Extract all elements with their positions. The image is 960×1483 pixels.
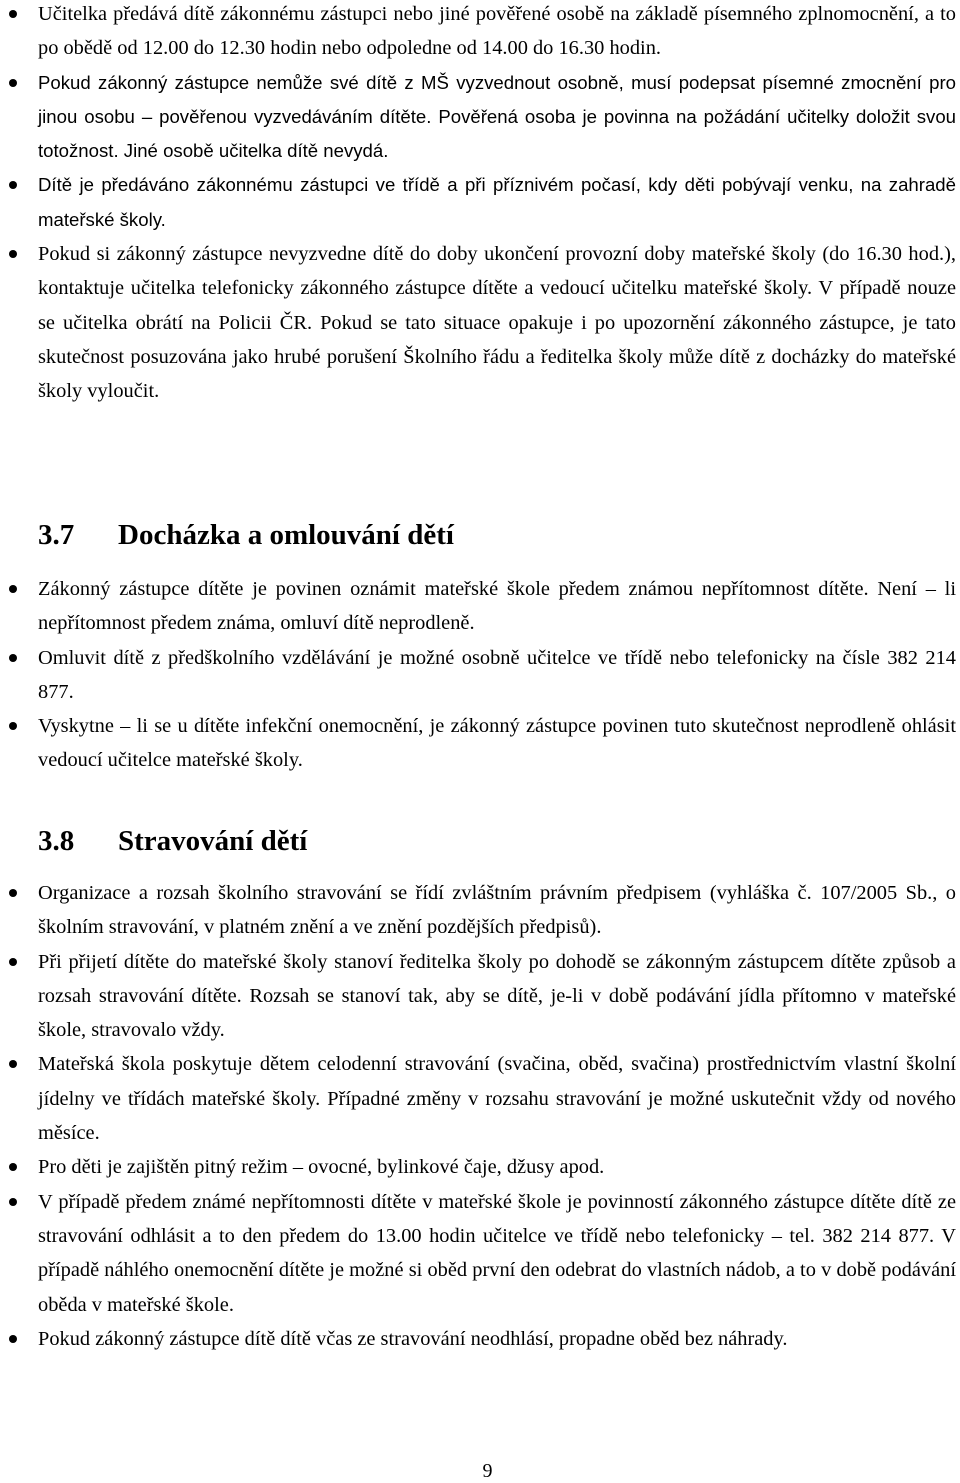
list-item: Pokud zákonný zástupce dítě dítě včas ze stravování neodhlásí, propadne oběd bez náhrady. <box>38 1322 956 1356</box>
list-item: Při přijetí dítěte do mateřské školy stanoví ředitelka školy po dohodě se zákonným zástupcem dítěte způsob a rozsah stravování dítěte. Rozsah se stanoví tak, aby se dítě, je-li v době podávání jídla přítomno v mateřské škole, stravovalo vždy. <box>38 945 956 1048</box>
meals-list <box>0 876 960 1356</box>
list-item: Vyskytne – li se u dítěte infekční onemocnění, je zákonný zástupce povinen tuto skutečnost neprodleně ohlásit vedoucí učitelce mateřské školy. <box>38 709 956 778</box>
bullet-icon <box>9 1163 17 1171</box>
list-item: Zákonný zástupce dítěte je povinen oznámit mateřské škole předem známou nepřítomnost dítěte. Není – li nepřítomnost předem známa, omluví dítě neprodleně. <box>38 572 956 641</box>
bullet-icon <box>9 1060 17 1068</box>
list-item: Mateřská škola poskytuje dětem celodenní stravování (svačina, oběd, svačina) prostřednictvím vlastní školní jídelny ve třídách mateřské školy. Případné změny v rozsahu stravování je možné uskutečnit vždy od nového měsíce. <box>38 1047 956 1150</box>
list-item: Pro děti je zajištěn pitný režim – ovocné, bylinkové čaje, džusy apod. <box>38 1150 956 1184</box>
list-item: V případě předem známé nepřítomnosti dítěte v mateřské škole je povinností zákonného zástupce dítěte dítě ze stravování odhlásit a to den předem do 13.00 hodin učitelce ve třídě nebo telefonicky – tel. 382 214 877. V případě náhlého onemocnění dítěte je možné si oběd první den odebrat do vlastních nádob, a to v době podávání oběda v mateřské škole. <box>38 1185 956 1322</box>
bullet-icon <box>9 79 17 87</box>
list-item: Pokud zákonný zástupce nemůže své dítě z MŠ vyzvednout osobně, musí podepsat písemné zmocnění pro jinou osobu – pověřenou vyzvedáváním dítěte. Pověřená osoba je povinna na požádání učitelky doložit svou totožnost. Jiné osobě učitelka dítě nevydá. <box>38 66 956 169</box>
bullet-icon <box>9 1335 17 1343</box>
list-item: Pokud si zákonný zástupce nevyzvedne dítě do doby ukončení provozní doby mateřské školy (do 16.30 hod.), kontaktuje učitelka telefonicky zákonného zástupce dítěte a vedoucí učitelku mateřské školy. V případě nouze se učitelka obrátí na Policii ČR. Pokud se tato situace opakuje i po upozornění zákonného zástupce, je tato skutečnost posuzována jako hrubé porušení Školního řádu a ředitelka školy může dítě z docházky do mateřské školy vyloučit. <box>38 237 956 408</box>
pickup-rules-list <box>0 0 960 409</box>
list-item: Učitelka předává dítě zákonnému zástupci nebo jiné pověřené osobě na základě písemného zplnomocnění, a to po obědě od 12.00 do 12.30 hodin nebo odpoledne od 14.00 do 16.30 hodin. <box>38 0 956 66</box>
bullet-icon <box>9 10 17 18</box>
bullet-icon <box>9 958 17 966</box>
bullet-icon <box>9 250 17 258</box>
bullet-icon <box>9 722 17 730</box>
section-heading-3-7: 3.7 Docházka a omlouvání dětí <box>38 519 454 551</box>
list-item: Dítě je předáváno zákonnému zástupci ve třídě a při příznivém počasí, kdy děti pobývají venku, na zahradě mateřské školy. <box>38 168 956 237</box>
bullet-icon <box>9 181 17 189</box>
section-heading-3-8: 3.8 Stravování dětí <box>38 825 308 857</box>
bullet-icon <box>9 1198 17 1206</box>
bullet-icon <box>9 654 17 662</box>
page-number: 9 <box>482 1460 493 1482</box>
bullet-icon <box>9 889 17 897</box>
list-item: Omluvit dítě z předškolního vzdělávání je možné osobně učitelce ve třídě nebo telefonicky na čísle 382 214 877. <box>38 641 956 710</box>
list-item: Organizace a rozsah školního stravování se řídí zvláštním právním předpisem (vyhláška č. 107/2005 Sb., o školním stravování, v platném znění a ve znění pozdějších předpisů). <box>38 876 956 945</box>
bullet-icon <box>9 585 17 593</box>
attendance-list <box>0 572 960 778</box>
